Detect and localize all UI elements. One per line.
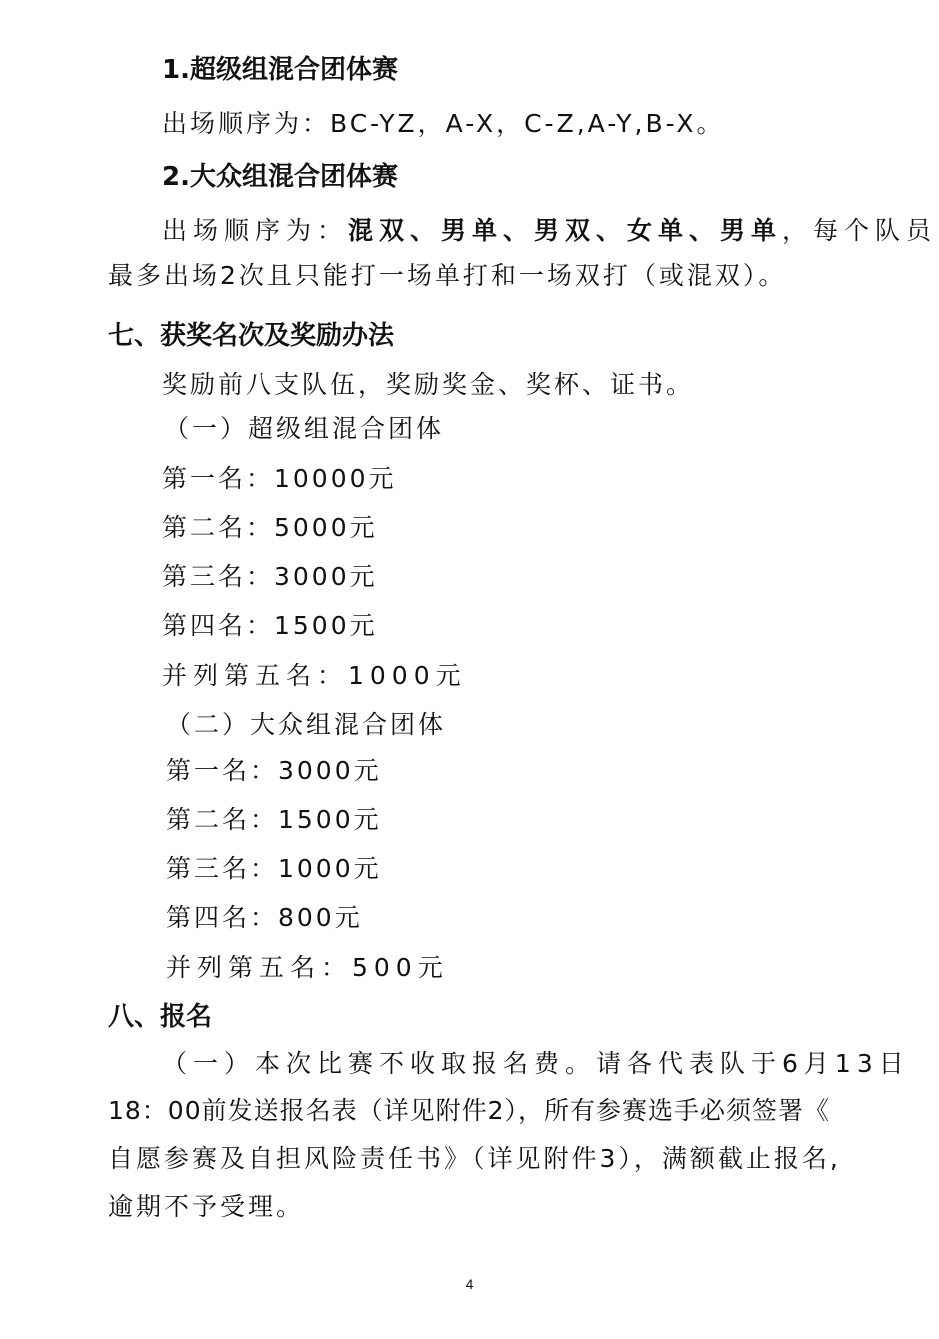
prize-line: 第四名：800元 [166, 903, 363, 932]
prize-line: 并列第五名：1000元 [162, 661, 467, 690]
prize-line: 第三名：1000元 [166, 854, 382, 883]
prize-line: 第三名：3000元 [162, 562, 378, 591]
prize-line: 第二名：1500元 [166, 805, 382, 834]
registration-line-1: （一）本次比赛不收取报名费。请各代表队于6月13日 [162, 1049, 910, 1078]
prize-line: 第一名：3000元 [166, 756, 382, 785]
prize-line: 第一名：10000元 [162, 464, 397, 493]
prize-line: 并列第五名：500元 [166, 953, 449, 982]
awards-intro: 奖励前八支队伍，奖励奖金、奖杯、证书。 [162, 370, 695, 399]
registration-line-4: 逾期不予受理。 [108, 1192, 305, 1221]
section-title-mass: 2.大众组混合团体赛 [162, 162, 398, 192]
mass-order-line-2: 最多出场2次且只能打一场单打和一场双打（或混双）。 [108, 261, 787, 290]
super-group-title: （一）超级组混合团体 [164, 414, 445, 443]
page-number: 4 [465, 1276, 474, 1292]
prize-line: 第二名：5000元 [162, 513, 378, 542]
heading-awards: 七、获奖名次及奖励办法 [108, 321, 395, 351]
registration-line-2: 18：00前发送报名表（详见附件2），所有参赛选手必须签署《 [108, 1096, 831, 1125]
super-order-line [162, 108, 725, 140]
mass-order-line [162, 215, 937, 247]
section-title-super: 1.超级组混合团体赛 [162, 55, 398, 85]
order-label: 出场顺序为： [162, 216, 349, 245]
order-rest: ，每个队员 [782, 216, 938, 245]
order-label: 出场顺序为： [162, 109, 331, 138]
order-value-bold: 混双、男单、男双、女单、男单 [348, 216, 783, 245]
order-value: BC-YZ，A-X，C-Z,A-Y,B-X。 [330, 109, 725, 138]
heading-registration: 八、报名 [108, 1002, 213, 1032]
mass-group-title: （二）大众组混合团体 [166, 710, 447, 739]
registration-line-3: 自愿参赛及自担风险责任书》（详见附件3），满额截止报名, [108, 1144, 841, 1173]
prize-line: 第四名：1500元 [162, 611, 378, 640]
